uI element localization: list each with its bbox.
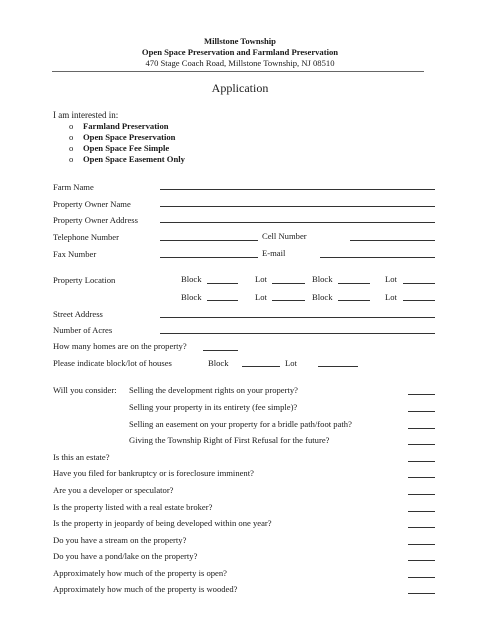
acres-label: Number of Acres xyxy=(53,325,113,335)
question-label: Have you filed for bankruptcy or is foreclosure imminent? xyxy=(53,468,254,478)
program-name: Open Space Preservation and Farmland Preservation xyxy=(141,47,339,57)
township-address: 470 Stage Coach Road, Millstone Township, NJ 08510 xyxy=(145,58,335,68)
question-answer-field[interactable] xyxy=(408,527,435,528)
lot-field[interactable] xyxy=(272,300,305,301)
houses-lot-field[interactable] xyxy=(318,366,358,367)
fax-field[interactable] xyxy=(160,257,258,258)
lot-label: Lot xyxy=(385,292,397,302)
block-field[interactable] xyxy=(207,300,238,301)
consider-option: Selling your property in its entirety (fee simple)? xyxy=(129,402,298,412)
consider-option: Selling an easement on your property for a bridle path/foot path? xyxy=(129,419,352,429)
farm-name-label: Farm Name xyxy=(53,182,94,192)
consider-label: Will you consider: xyxy=(53,385,117,395)
option-farmland[interactable]: Farmland Preservation xyxy=(83,121,169,131)
telephone-field[interactable] xyxy=(160,240,258,241)
owner-name-field[interactable] xyxy=(160,206,435,207)
option-easement[interactable]: Open Space Easement Only xyxy=(83,154,185,164)
question-answer-field[interactable] xyxy=(408,477,435,478)
houses-block-lot-label: Please indicate block/lot of houses xyxy=(53,358,172,368)
lot-field[interactable] xyxy=(272,283,305,284)
question-answer-field[interactable] xyxy=(408,577,435,578)
lot-field[interactable] xyxy=(403,300,435,301)
street-field[interactable] xyxy=(160,317,435,318)
question-answer-field[interactable] xyxy=(408,593,435,594)
question-answer-field[interactable] xyxy=(408,560,435,561)
question-label: Is this an estate? xyxy=(53,452,110,462)
lot-label: Lot xyxy=(255,292,267,302)
interest-heading: I am interested in: xyxy=(53,110,119,120)
email-label: E-mail xyxy=(262,248,286,258)
location-label: Property Location xyxy=(53,275,116,285)
header-rule xyxy=(52,71,424,72)
block-label: Block xyxy=(312,274,333,284)
bullet-icon: o xyxy=(69,143,74,153)
block-field[interactable] xyxy=(207,283,238,284)
form-title: Application xyxy=(211,81,269,95)
question-label: Do you have a stream on the property? xyxy=(53,535,187,545)
acres-field[interactable] xyxy=(160,333,435,334)
option-fee-simple[interactable]: Open Space Fee Simple xyxy=(83,143,170,153)
question-label: Approximately how much of the property is wooded? xyxy=(53,584,238,594)
houses-block-field[interactable] xyxy=(242,366,280,367)
block-label: Block xyxy=(312,292,333,302)
street-label: Street Address xyxy=(53,309,103,319)
question-label: Are you a developer or speculator? xyxy=(53,485,174,495)
bullet-icon: o xyxy=(69,121,74,131)
block-label: Block xyxy=(181,292,202,302)
consider-answer-field[interactable] xyxy=(408,444,435,445)
option-open-space[interactable]: Open Space Preservation xyxy=(83,132,176,142)
consider-option: Giving the Township Right of First Refusal for the future? xyxy=(129,435,330,445)
question-label: Do you have a pond/lake on the property? xyxy=(53,551,198,561)
township-name: Millstone Township xyxy=(204,36,276,46)
bullet-icon: o xyxy=(69,154,74,164)
bullet-icon: o xyxy=(69,132,74,142)
consider-answer-field[interactable] xyxy=(408,411,435,412)
block-label: Block xyxy=(208,358,229,368)
question-answer-field[interactable] xyxy=(408,494,435,495)
consider-answer-field[interactable] xyxy=(408,428,435,429)
lot-label: Lot xyxy=(285,358,297,368)
consider-option: Selling the development rights on your property? xyxy=(129,385,298,395)
farm-name-field[interactable] xyxy=(160,189,435,190)
question-answer-field[interactable] xyxy=(408,461,435,462)
owner-name-label: Property Owner Name xyxy=(53,199,131,209)
cell-field[interactable] xyxy=(350,240,435,241)
consider-answer-field[interactable] xyxy=(408,394,435,395)
question-answer-field[interactable] xyxy=(408,511,435,512)
lot-label: Lot xyxy=(255,274,267,284)
homes-label: How many homes are on the property? xyxy=(53,341,187,351)
lot-label: Lot xyxy=(385,274,397,284)
question-label: Is the property in jeopardy of being developed within one year? xyxy=(53,518,272,528)
lot-field[interactable] xyxy=(403,283,435,284)
fax-label: Fax Number xyxy=(53,249,97,259)
email-field[interactable] xyxy=(320,257,435,258)
homes-field[interactable] xyxy=(203,350,238,351)
block-label: Block xyxy=(181,274,202,284)
block-field[interactable] xyxy=(338,283,370,284)
cell-label: Cell Number xyxy=(262,231,307,241)
block-field[interactable] xyxy=(338,300,370,301)
owner-address-label: Property Owner Address xyxy=(53,215,138,225)
question-label: Approximately how much of the property is open? xyxy=(53,568,227,578)
question-answer-field[interactable] xyxy=(408,544,435,545)
question-label: Is the property listed with a real estate broker? xyxy=(53,502,213,512)
telephone-label: Telephone Number xyxy=(53,232,119,242)
owner-address-field[interactable] xyxy=(160,222,435,223)
